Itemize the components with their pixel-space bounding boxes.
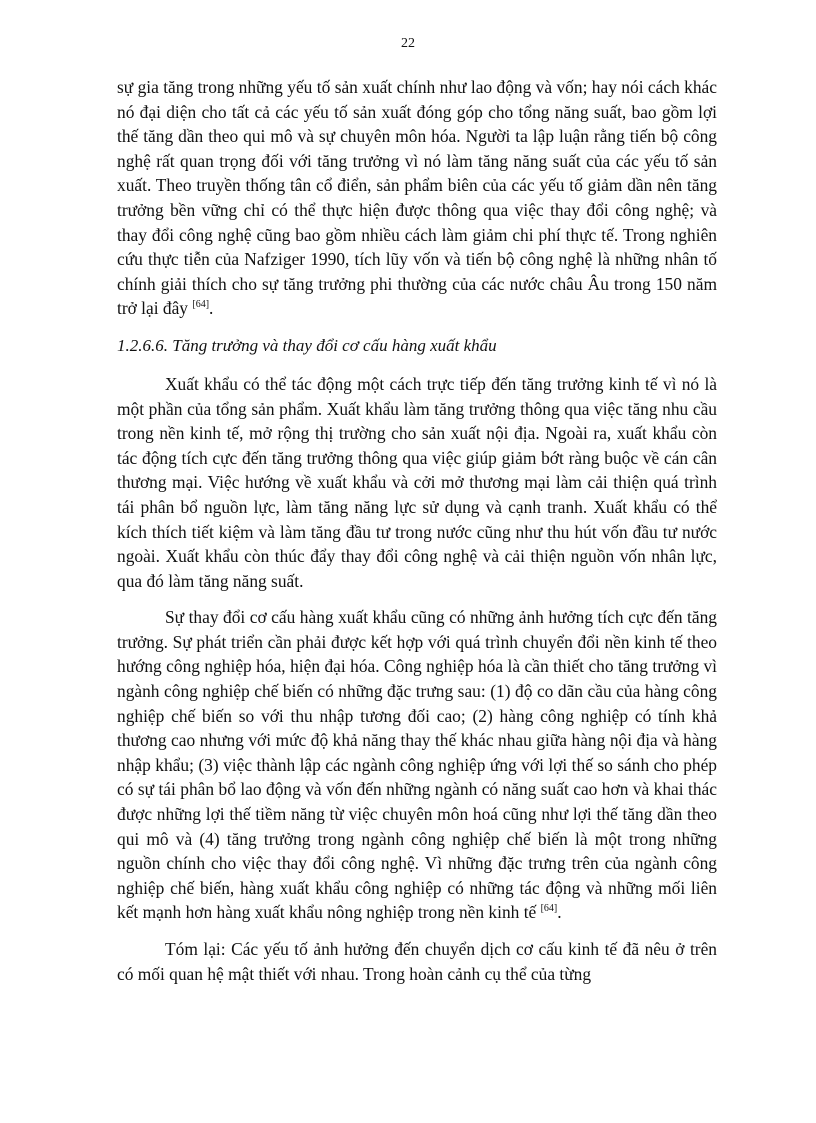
paragraph-1 [117, 75, 717, 321]
paragraph-2: Xuất khẩu có thể tác động một cách trực tiếp đến tăng trưởng kinh tế vì nó là một phần của tổng sản phẩm. Xuất khẩu làm tăng trưởng thông qua việc tăng nhu cầu trong nền kinh tế, mở rộng thị trường cho sản xuất nội địa. Ngoài ra, xuất khẩu còn tác động tích cực đến tăng trưởng thông qua việc giúp giảm bớt ràng buộc về cán cân thương mại. Việc hướng về xuất khẩu và cởi mở thương mại làm cải thiện quá trình tái phân bổ nguồn lực, làm tăng năng lực sử dụng và cạnh tranh. Xuất khẩu có thể kích thích tiết kiệm và làm tăng đầu tư trong nước cũng như thu hút vốn đầu tư nước ngoài. Xuất khẩu còn thúc đẩy thay đổi công nghệ và cải thiện nguồn vốn nhân lực, qua đó làm tăng năng suất. [117, 373, 717, 591]
paragraph-1-text: sự gia tăng trong những yếu tố sản xuất chính như lao động và vốn; hay nói cách khác nó đại diện cho tất cả các yếu tố sản xuất đóng góp cho tổng năng suất, bao gồm lợi thế tăng dần theo qui mô và sự chuyên môn hóa. Người ta lập luận rằng tiến bộ công nghệ rất quan trọng đối với tăng trưởng vì nó làm tăng năng suất của các yếu tố sản xuất. Theo truyền thống tân cổ điển, sản phẩm biên của các yếu tố giảm dần nên tăng trưởng bền vững chỉ có thể thực hiện được thông qua việc thay đổi công nghệ; và thay đổi công nghệ cũng bao gồm nhiều cách làm giảm chi phí thực tế. Trong nghiên cứu thực tiễn của Nafziger 1990, tích lũy vốn và tiến bộ công nghệ là những nhân tố chính giải thích cho sự tăng trưởng phi thường của các nước châu Âu trong 150 năm trở lại đây [117, 77, 717, 319]
paragraph-3-end: . [557, 902, 562, 923]
citation-ref: [64] [540, 903, 558, 915]
paragraph-1-end: . [209, 298, 214, 319]
page-content [117, 75, 717, 986]
paragraph-3-text: Sự thay đổi cơ cấu hàng xuất khẩu cũng có những ảnh hưởng tích cực đến tăng trưởng. Sự phát triển cần phải được kết hợp với quá trình chuyển đổi nền kinh tế theo hướng công nghiệp hóa, hiện đại hóa. Công nghiệp hóa là cần thiết cho tăng trưởng vì ngành công nghiệp chế biến có những đặc trưng sau: (1) độ co dãn cầu của hàng công nghiệp chế biến so với thu nhập tương đối cao; (2) hàng công nghiệp có tính khả thương cao nhưng với mức độ khả năng thay thế khác nhau giữa hàng nội địa và hàng nhập khẩu; (3) việc thành lập các ngành công nghiệp ứng với lợi thế so sánh cho phép có sự tái phân bổ lao động và vốn đến những ngành có năng suất cao hơn và khai thác được những lợi thế tiềm năng từ việc chuyên môn hoá cũng như lợi thế tăng dần theo qui mô và (4) tăng trưởng trong ngành công nghiệp chế biến là một trong những nguồn chính cho việc thay đổi công nghệ. Vì những đặc trưng trên của ngành công nghiệp chế biến, hàng xuất khẩu công nghiệp có những tác động và những mối liên kết mạnh hơn hàng xuất khẩu nông nghiệp trong nền kinh tế [117, 607, 717, 923]
page-number: 22 [401, 36, 415, 51]
paragraph-4: Tóm lại: Các yếu tố ảnh hưởng đến chuyển dịch cơ cấu kinh tế đã nêu ở trên có mối quan hệ mật thiết với nhau. Trong hoàn cảnh cụ thể của từng [117, 939, 717, 984]
citation-ref: [64] [192, 299, 210, 311]
paragraph-3 [117, 605, 717, 925]
paragraph-spacer [117, 925, 717, 937]
section-heading: 1.2.6.6. Tăng trưởng và thay đổi cơ cấu hàng xuất khẩu [117, 335, 497, 355]
paragraph-spacer [117, 593, 717, 605]
